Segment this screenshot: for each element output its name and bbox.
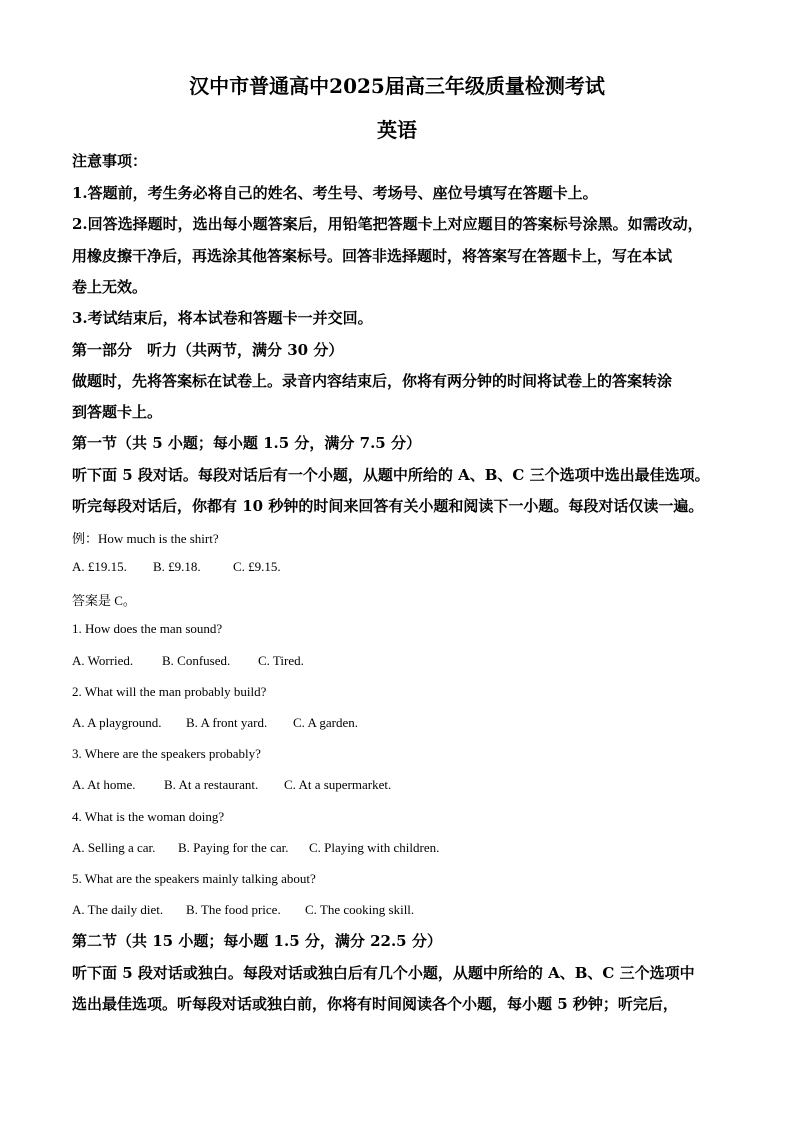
notice-item-3: 3.考试结束后，将本试卷和答题卡一并交回。 — [72, 309, 373, 327]
question-3: 3. Where are the speakers probably? — [72, 746, 261, 761]
option-a: A. The daily diet. — [72, 902, 164, 917]
option-a: A. £19.15. — [72, 559, 127, 574]
subject-title: 英语 — [377, 118, 417, 142]
question-1: 1. How does the man sound? — [72, 621, 223, 636]
exam-title: 汉中市普通高中2025届高三年级质量检测考试 — [189, 74, 605, 98]
part1-intro: 做题时，先将答案标在试卷上。录音内容结束后，你将有两分钟的时间将试卷上的答案转涂 — [72, 372, 673, 390]
example-options — [72, 559, 281, 575]
option-b: B. The food price. — [186, 902, 281, 917]
section2-intro-cont: 选出最佳选项。听每段对话或独白前，你将有时间阅读各个小题，每小题 5 秒钟；听完后， — [72, 995, 678, 1013]
option-a: A. A playground. — [72, 715, 162, 730]
notice-heading: 注意事项： — [72, 152, 148, 170]
question-5-options — [72, 902, 414, 918]
example-question: 例：How much is the shirt? — [72, 531, 219, 546]
notice-item-2-end: 卷上无效。 — [72, 278, 148, 296]
part1-intro-cont: 到答题卡上。 — [72, 403, 163, 421]
notice-item-2: 2.回答选择题时，选出每小题答案后，用铅笔把答题卡上对应题目的答案标号涂黑。如需改动， — [72, 215, 703, 233]
question-2-options — [72, 715, 358, 731]
option-c: C. The cooking skill. — [305, 902, 415, 917]
option-c: C. £9.15. — [233, 559, 281, 574]
question-2: 2. What will the man probably build? — [72, 684, 267, 699]
question-5: 5. What are the speakers mainly talking about? — [72, 871, 316, 886]
question-1-options — [72, 653, 304, 669]
option-b: B. At a restaurant. — [164, 777, 259, 792]
example-answer: 答案是 C。 — [72, 593, 136, 608]
option-b: B. Paying for the car. — [178, 840, 289, 855]
notice-item-1: 1.答题前，考生务必将自己的姓名、考生号、考场号、座位号填写在答题卡上。 — [72, 184, 598, 202]
option-b: B. £9.18. — [153, 559, 201, 574]
option-a: A. At home. — [72, 777, 136, 792]
option-c: C. At a supermarket. — [284, 777, 392, 792]
question-4: 4. What is the woman doing? — [72, 809, 225, 824]
option-b: B. Confused. — [162, 653, 231, 668]
notice-item-2-cont: 用橡皮擦干净后，再选涂其他答案标号。回答非选择题时，将答案写在答题卡上，写在本试 — [72, 247, 673, 265]
question-3-options — [72, 777, 391, 793]
part1-heading: 第一部分 听力（共两节，满分 30 分） — [72, 341, 344, 359]
option-b: B. A front yard. — [186, 715, 268, 730]
section2-heading: 第二节（共 15 小题；每小题 1.5 分，满分 22.5 分） — [72, 932, 442, 950]
section1-heading: 第一节（共 5 小题；每小题 1.5 分，满分 7.5 分） — [72, 434, 421, 452]
section1-intro: 听下面 5 段对话。每段对话后有一个小题，从题中所给的 A、B、C 三个选项中选出最佳选项。 — [72, 466, 710, 484]
option-c: C. Tired. — [258, 653, 304, 668]
section2-intro: 听下面 5 段对话或独白。每段对话或独白后有几个小题，从题中所给的 A、B、C 三个选项中 — [72, 964, 695, 982]
option-c: C. A garden. — [293, 715, 358, 730]
section1-intro-cont: 听完每段对话后，你都有 10 秒钟的时间来回答有关小题和阅读下一小题。每段对话仅读一遍。 — [72, 497, 704, 515]
question-4-options — [72, 840, 439, 856]
option-c: C. Playing with children. — [309, 840, 440, 855]
option-a: A. Selling a car. — [72, 840, 156, 855]
option-a: A. Worried. — [72, 653, 134, 668]
